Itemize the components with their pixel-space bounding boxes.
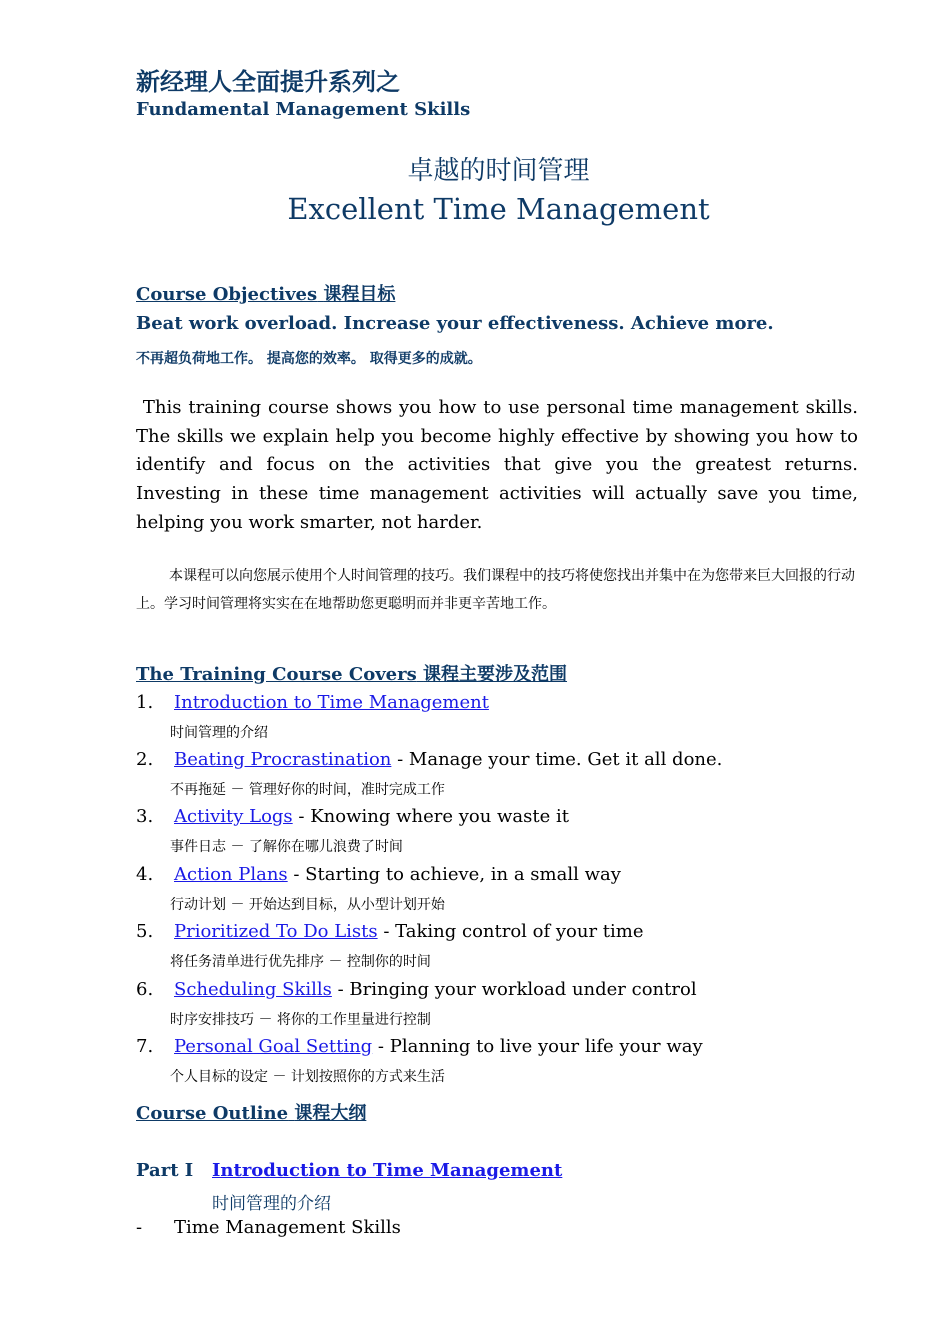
course-title-cn: 卓越的时间管理 bbox=[407, 156, 590, 186]
item-desc: - Taking control of your time bbox=[377, 921, 644, 942]
series-title-cn: 新经理人全面提升系列之 bbox=[136, 68, 400, 96]
item-link[interactable]: Activity Logs bbox=[174, 806, 293, 827]
series-title-en: Fundamental Management Skills bbox=[136, 99, 471, 120]
item-number: 3. bbox=[136, 806, 154, 827]
item-desc: - Knowing where you waste it bbox=[292, 806, 569, 827]
covers-heading-en: The Training Course Covers bbox=[136, 664, 417, 685]
item-cn: 时序安排技巧 － 将你的工作里量进行控制 bbox=[170, 1012, 431, 1028]
objectives-tagline-cn: 不再超负荷地工作。 提高您的效率。 取得更多的成就。 bbox=[136, 351, 482, 367]
item-desc: - Starting to achieve, in a small way bbox=[287, 864, 621, 885]
item-number: 1. bbox=[136, 692, 154, 713]
bullet-text: Time Management Skills bbox=[174, 1217, 401, 1238]
item-desc: - Bringing your workload under control bbox=[331, 979, 697, 1000]
item-cn: 时间管理的介绍 bbox=[170, 725, 268, 741]
item-link[interactable]: Introduction to Time Management bbox=[174, 692, 489, 713]
item-cn: 事件日志 － 了解你在哪儿浪费了时间 bbox=[170, 839, 403, 855]
objectives-heading bbox=[136, 280, 395, 306]
item-link[interactable]: Scheduling Skills bbox=[174, 979, 332, 1000]
item-cn: 个人目标的设定 － 计划按照你的方式来生活 bbox=[170, 1069, 445, 1085]
outline-bullet bbox=[136, 1217, 401, 1238]
objectives-heading-cn: 课程目标 bbox=[323, 284, 396, 305]
item-number: 6. bbox=[136, 979, 154, 1000]
covers-heading bbox=[136, 660, 567, 686]
item-desc: - Planning to live your life your way bbox=[372, 1036, 703, 1057]
objectives-paragraph-en: This training course shows you how to use personal time management skills. The skills we explain help you become highly effective by showing you how to identify and focus on the activities that give you the greatest returns. Investing in these time management activities will actually save you time, helping you work smarter, not harder. bbox=[136, 397, 864, 533]
part-heading bbox=[136, 1160, 563, 1181]
course-title-en: Excellent Time Management bbox=[287, 192, 710, 226]
item-number: 4. bbox=[136, 864, 154, 885]
item-number: 7. bbox=[136, 1036, 154, 1057]
part-label: Part I bbox=[136, 1160, 194, 1181]
item-link[interactable]: Prioritized To Do Lists bbox=[174, 921, 378, 942]
item-link[interactable]: Action Plans bbox=[174, 864, 288, 885]
part-link[interactable]: Introduction to Time Management bbox=[212, 1160, 563, 1181]
item-desc: - Manage your time. Get it all done. bbox=[391, 749, 723, 770]
objectives-paragraph-cn: 本课程可以向您展示使用个人时间管理的技巧。我们课程中的技巧将使您找出并集中在为您带来巨大回报的行动上。学习时间管理将实实在在地帮助您更聪明而并非更辛苦地工作。 bbox=[136, 568, 855, 612]
item-link[interactable]: Beating Procrastination bbox=[174, 749, 392, 770]
objectives-heading-en: Course Objectives bbox=[136, 284, 318, 305]
bullet-mark: - bbox=[136, 1217, 143, 1238]
outline-heading bbox=[136, 1099, 366, 1125]
part-subtitle-cn: 时间管理的介绍 bbox=[212, 1194, 331, 1214]
item-link[interactable]: Personal Goal Setting bbox=[174, 1036, 373, 1057]
item-number: 5. bbox=[136, 921, 154, 942]
covers-heading-cn: 课程主要涉及范围 bbox=[423, 664, 568, 685]
item-cn: 将任务清单进行优先排序 － 控制你的时间 bbox=[170, 954, 431, 970]
item-number: 2. bbox=[136, 749, 154, 770]
outline-heading-cn: 课程大纲 bbox=[294, 1103, 367, 1124]
objectives-tagline-en: Beat work overload. Increase your effectiveness. Achieve more. bbox=[136, 313, 774, 334]
item-cn: 行动计划 － 开始达到目标，从小型计划开始 bbox=[170, 897, 445, 913]
item-cn: 不再拖延 － 管理好你的时间，准时完成工作 bbox=[170, 782, 445, 798]
outline-heading-en: Course Outline bbox=[136, 1103, 289, 1124]
